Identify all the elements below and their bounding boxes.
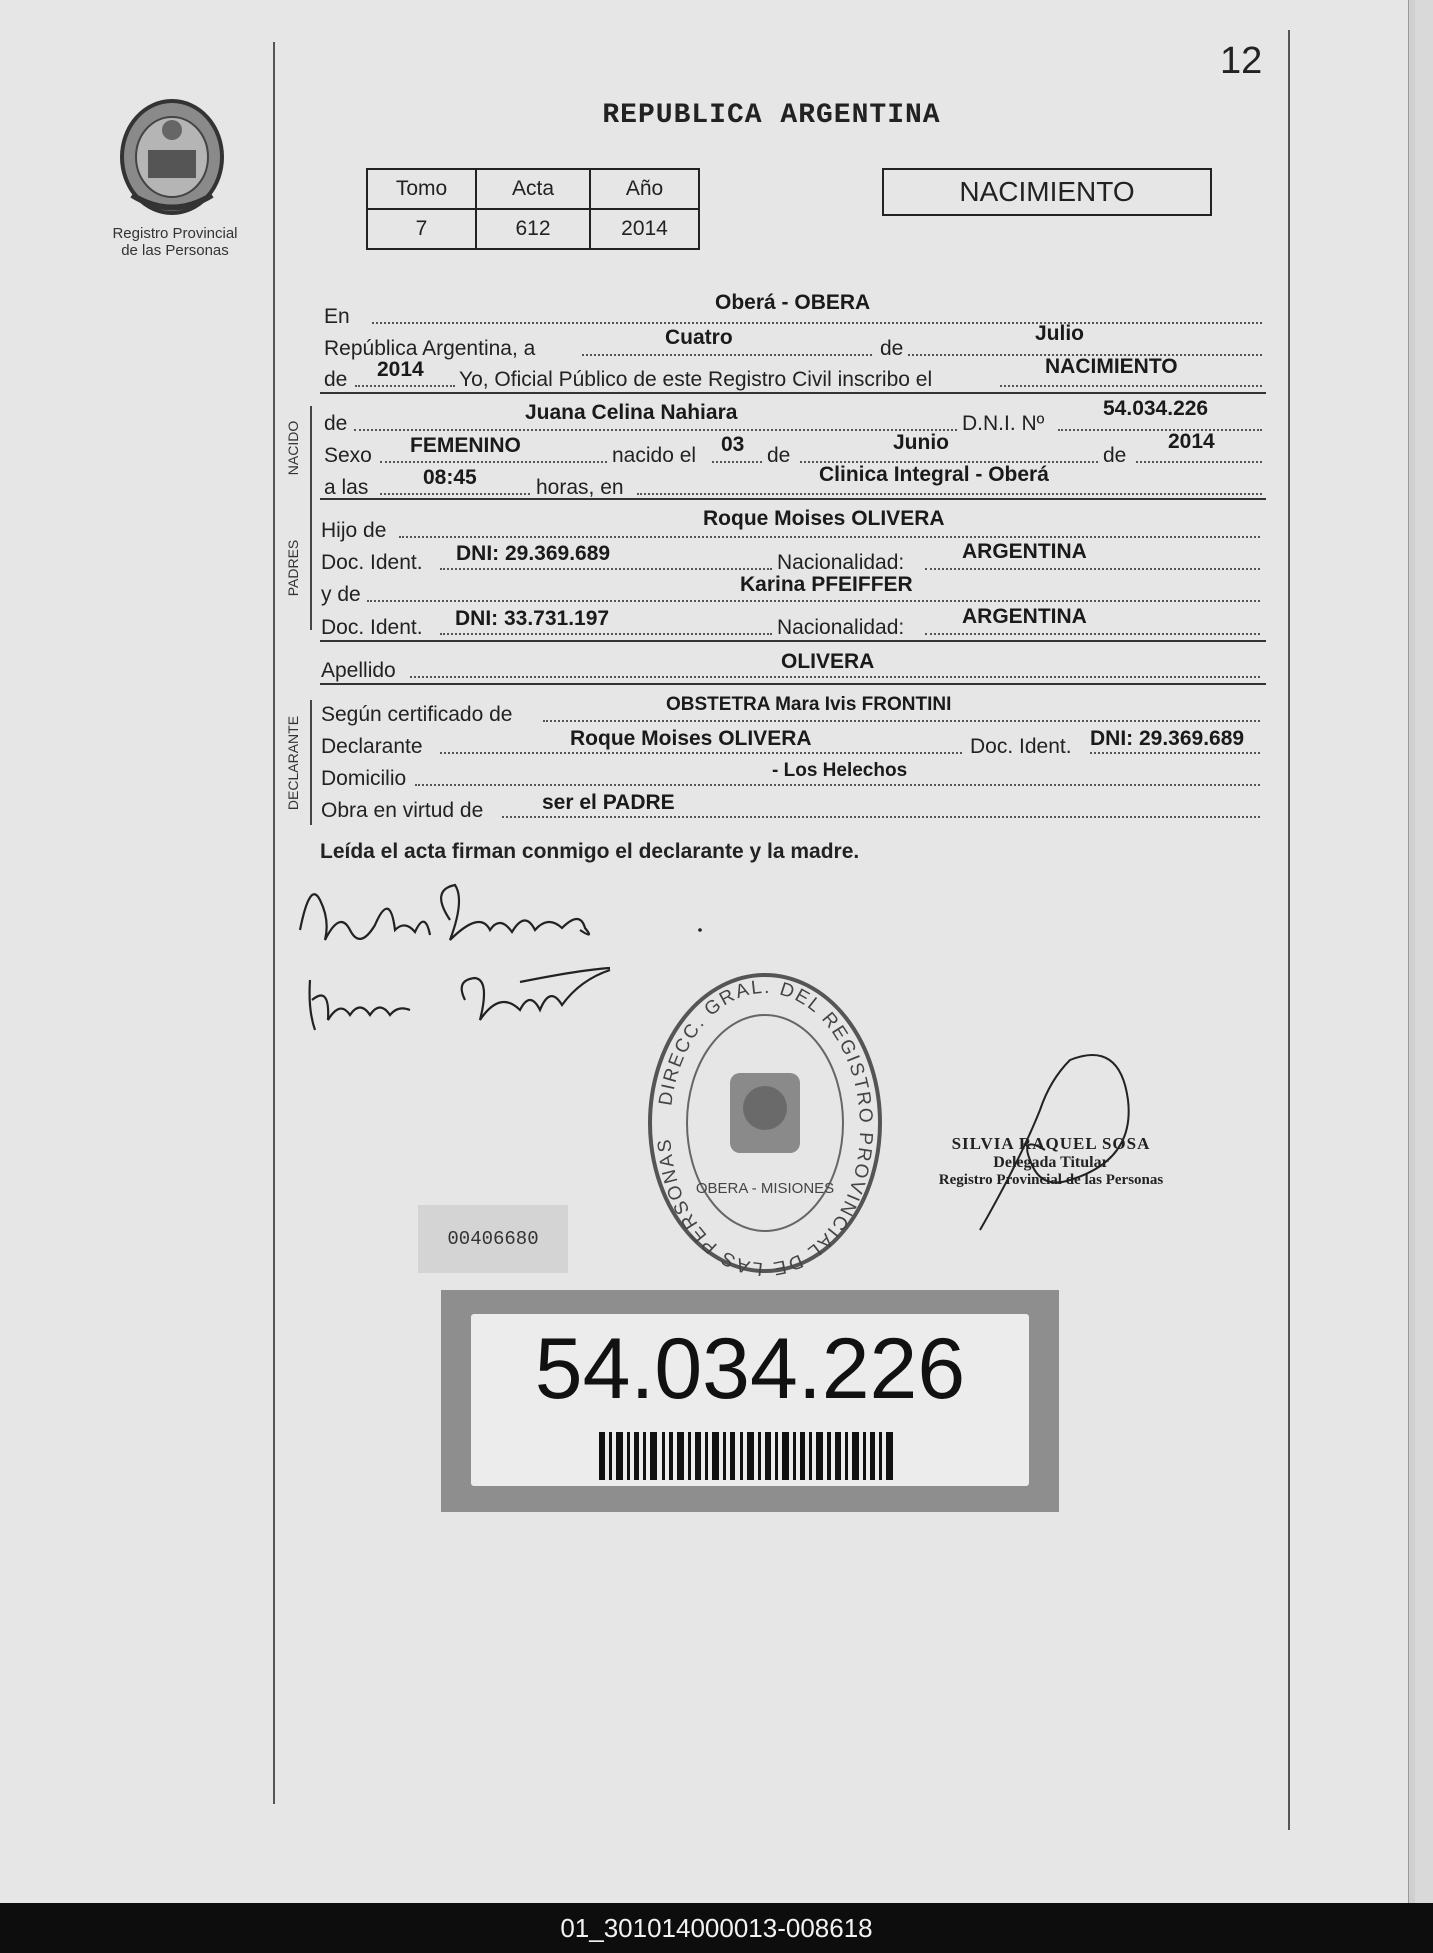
registry-value-acta: 612 — [476, 209, 590, 249]
logo-caption-line2: de las Personas — [121, 242, 229, 259]
dotted-line — [925, 568, 1260, 570]
obra-value: ser el PADRE — [542, 791, 675, 814]
nacido-el-label: nacido el — [612, 444, 697, 467]
obra-label: Obra en virtud de — [321, 799, 484, 822]
dotted-line — [440, 633, 772, 635]
logo-caption-line1: Registro Provincial — [112, 225, 238, 242]
dotted-line — [543, 720, 1260, 722]
barcode-icon — [599, 1432, 899, 1480]
republic-label: República Argentina, a — [324, 337, 536, 360]
dotted-line — [1000, 385, 1262, 387]
domicilio-value: - Los Helechos — [772, 760, 908, 781]
registry-value-tomo: 7 — [367, 209, 476, 249]
document-title: REPUBLICA ARGENTINA — [602, 100, 941, 131]
dotted-line — [440, 568, 772, 570]
a-las-label: a las — [324, 476, 369, 499]
official-role: Delegada Titular — [993, 1154, 1109, 1171]
section-divider — [320, 392, 1266, 394]
child-dni-value: 54.034.226 — [1103, 397, 1209, 420]
nacionalidad-label: Nacionalidad: — [777, 551, 905, 574]
dotted-line — [712, 461, 762, 463]
birth-month-value: Junio — [893, 431, 949, 454]
declarante-section-label: DECLARANTE — [285, 715, 301, 811]
certificado-value: OBSTETRA Mara Ivis FRONTINI — [666, 694, 952, 715]
en-label: En — [324, 305, 350, 328]
dotted-line — [355, 385, 455, 387]
dotted-line — [372, 322, 1262, 324]
control-number-label: 00406680 — [418, 1205, 568, 1273]
dotted-line — [1136, 461, 1262, 463]
official-stamp-block — [906, 1134, 1196, 1189]
day-value: Cuatro — [665, 326, 733, 349]
de-label: de — [1103, 444, 1127, 467]
dotted-line — [380, 493, 530, 495]
official-seal-stamp — [640, 968, 890, 1278]
record-type-box: NACIMIENTO — [882, 168, 1212, 216]
de-label: de — [767, 444, 791, 467]
dni-label: D.N.I. Nº — [962, 412, 1045, 435]
de-label: de — [880, 337, 904, 360]
mother-nationality-value: ARGENTINA — [962, 605, 1087, 628]
left-margin-line — [273, 42, 275, 1804]
closing-statement: Leída el acta firman conmigo el declarante y la madre. — [320, 840, 860, 863]
dotted-line — [637, 493, 1262, 495]
registry-value-ano: 2014 — [590, 209, 699, 249]
apellido-label: Apellido — [321, 659, 396, 682]
month-value: Julio — [1035, 322, 1085, 345]
registry-header-ano: Año — [590, 169, 699, 209]
declarante-doc-value: DNI: 29.369.689 — [1090, 727, 1245, 750]
birth-year-value: 2014 — [1168, 430, 1215, 453]
registry-header-tomo: Tomo — [367, 169, 476, 209]
de-label: de — [324, 412, 348, 435]
page-edge — [1408, 0, 1415, 1903]
nacionalidad-label: Nacionalidad: — [777, 616, 905, 639]
registry-header-row — [367, 169, 699, 209]
nacido-section-label: NACIDO — [285, 420, 301, 476]
mother-doc-value: DNI: 33.731.197 — [455, 607, 610, 630]
domicilio-label: Domicilio — [321, 767, 407, 790]
sexo-value: FEMENINO — [410, 434, 521, 457]
dotted-line — [1090, 752, 1260, 754]
registry-header-acta: Acta — [476, 169, 590, 209]
dni-barcode-label — [441, 1290, 1059, 1512]
apellido-value: OLIVERA — [781, 650, 875, 673]
y-de-label: y de — [321, 583, 361, 606]
dni-label-inner — [471, 1314, 1029, 1486]
section-divider — [320, 498, 1266, 500]
father-nationality-value: ARGENTINA — [962, 540, 1087, 563]
child-name-value: Juana Celina Nahiara — [525, 401, 738, 424]
padres-section-label: PADRES — [285, 539, 301, 597]
section-bar — [310, 406, 312, 513]
birth-time-value: 08:45 — [423, 466, 477, 489]
registry-value-row — [367, 209, 699, 249]
declarante-label: Declarante — [321, 735, 423, 758]
dni-label-number: 54.034.226 — [534, 1321, 966, 1417]
image-footer-id: 01_301014000013-008618 — [0, 1903, 1433, 1953]
mother-name-value: Karina PFEIFFER — [740, 573, 913, 596]
segun-certificado-label: Según certificado de — [321, 703, 513, 726]
dotted-line — [399, 536, 1260, 538]
dotted-line — [502, 816, 1260, 818]
dotted-line — [367, 600, 1260, 602]
father-doc-value: DNI: 29.369.689 — [456, 542, 611, 565]
dotted-line — [1058, 429, 1262, 431]
section-bar — [310, 512, 312, 630]
doc-ident-label: Doc. Ident. — [321, 616, 423, 639]
birth-place-value: Clinica Integral - Oberá — [819, 463, 1049, 486]
official-name: SILVIA RAQUEL SOSA — [951, 1134, 1151, 1153]
act-value: NACIMIENTO — [1045, 355, 1178, 378]
logo-caption — [95, 225, 255, 259]
year-label: de — [324, 368, 348, 391]
horas-en-label: horas, en — [536, 476, 624, 499]
page-number: 12 — [1220, 40, 1263, 82]
dotted-line — [380, 461, 607, 463]
official-office: Registro Provincial de las Personas — [938, 1172, 1164, 1188]
year-value: 2014 — [377, 358, 424, 381]
dotted-line — [354, 429, 957, 431]
seal-inner-text: OBERA - MISIONES — [695, 1180, 835, 1197]
dotted-line — [410, 676, 1260, 678]
sexo-label: Sexo — [324, 444, 372, 467]
birth-day-value: 03 — [721, 433, 745, 456]
section-divider — [320, 640, 1266, 642]
father-name-value: Roque Moises OLIVERA — [703, 507, 945, 530]
declarante-name-value: Roque Moises OLIVERA — [570, 727, 812, 750]
right-margin-line — [1288, 30, 1290, 1830]
dotted-line — [415, 784, 1260, 786]
doc-ident-label: Doc. Ident. — [321, 551, 423, 574]
hijo-de-label: Hijo de — [321, 519, 387, 542]
statement-text: Yo, Oficial Público de este Registro Civil inscribo el — [459, 368, 933, 391]
dotted-line — [925, 633, 1260, 635]
doc-ident-label: Doc. Ident. — [970, 735, 1072, 758]
section-divider — [320, 683, 1266, 685]
dotted-line — [582, 354, 872, 356]
dotted-line — [440, 752, 962, 754]
section-bar — [310, 700, 312, 825]
registry-table — [366, 168, 700, 250]
place-value: Oberá - OBERA — [715, 291, 871, 314]
seal-outer-text: DIRECC. GRAL. DEL REGISTRO PROVINCIAL DE LAS PERSONAS — [654, 976, 877, 1278]
